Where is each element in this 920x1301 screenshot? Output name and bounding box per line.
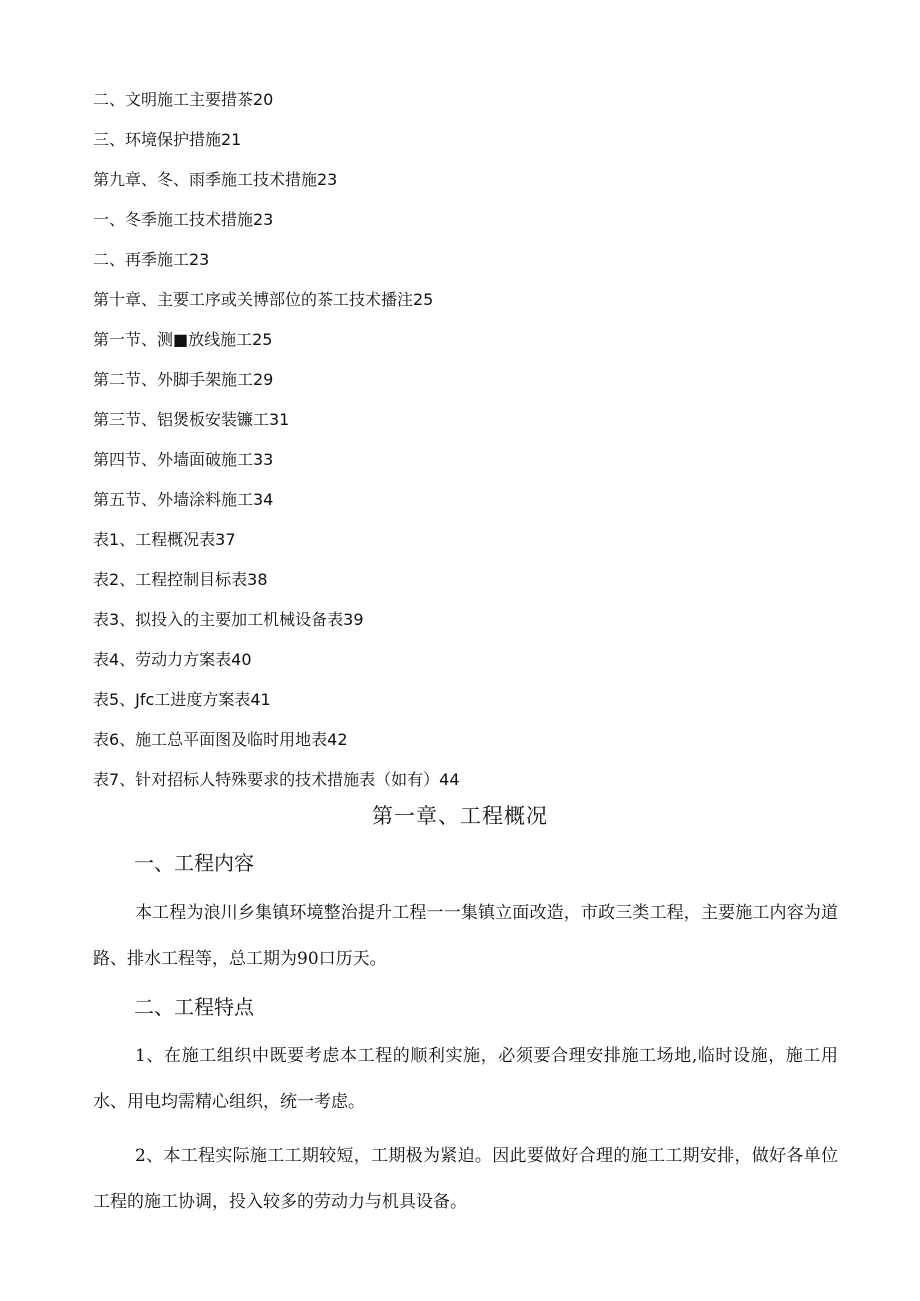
toc-entry[interactable]: 表7、针对招标人特殊要求的技术措施表（如有）44 xyxy=(93,770,460,789)
toc-entry[interactable]: 二、文明施工主要措茶20 xyxy=(93,90,274,109)
section-heading-project-features: 二、工程特点 xyxy=(134,995,254,1019)
table-of-contents xyxy=(93,80,853,800)
project-feature-paragraph-1: 1、在施工组织中既要考虑本工程的顺利实施，必须要合理安排施工场地,临时设施，施工用水、用电均需精心组织，统一考虑。 xyxy=(93,1046,838,1112)
project-content-paragraph: 本工程为浪川乡集镇环境整治提升工程一一集镇立面改造，市政三类工程，主要施工内容为道路、排水工程等，总工期为90口历天。 xyxy=(93,903,838,969)
toc-entry[interactable]: 第三节、铝煲板安装镰工31 xyxy=(93,410,290,429)
toc-entry[interactable]: 表1、工程概况表37 xyxy=(93,530,236,549)
toc-entry[interactable]: 表2、工程控制目标表38 xyxy=(93,570,268,589)
toc-entry[interactable]: 二、再季施工23 xyxy=(93,250,210,269)
toc-entry[interactable]: 一、冬季施工技术措施23 xyxy=(93,210,274,229)
toc-entry[interactable]: 第九章、冬、雨季施工技术措施23 xyxy=(93,170,338,189)
toc-entry[interactable]: 第五节、外墙涂料施工34 xyxy=(93,490,274,509)
project-feature-paragraph-2: 2、本工程实际施工工期较短，工期极为紧迫。因此要做好合理的施工工期安排，做好各单位工程的施工协调，投入较多的劳动力与机具设备。 xyxy=(93,1146,838,1212)
toc-entry[interactable]: 第四节、外墙面破施工33 xyxy=(93,450,274,469)
toc-entry[interactable]: 表3、拟投入的主要加工机械设备表39 xyxy=(93,610,364,629)
toc-entry[interactable]: 表6、施工总平面图及临时用地表42 xyxy=(93,730,348,749)
chapter-title: 第一章、工程概况 xyxy=(372,804,548,828)
section-heading-project-content: 一、工程内容 xyxy=(134,851,254,875)
toc-entry[interactable]: 表4、劳动力方案表40 xyxy=(93,650,252,669)
toc-entry[interactable]: 第二节、外脚手架施工29 xyxy=(93,370,274,389)
toc-entry[interactable]: 三、环境保护措施21 xyxy=(93,130,242,149)
toc-entry[interactable]: 第十章、主要工序或关博部位的茶工技术播注25 xyxy=(93,290,434,309)
toc-entry[interactable]: 第一节、测■放线施工25 xyxy=(93,330,273,349)
toc-entry[interactable]: 表5、Jfc工进度方案表41 xyxy=(93,690,271,709)
